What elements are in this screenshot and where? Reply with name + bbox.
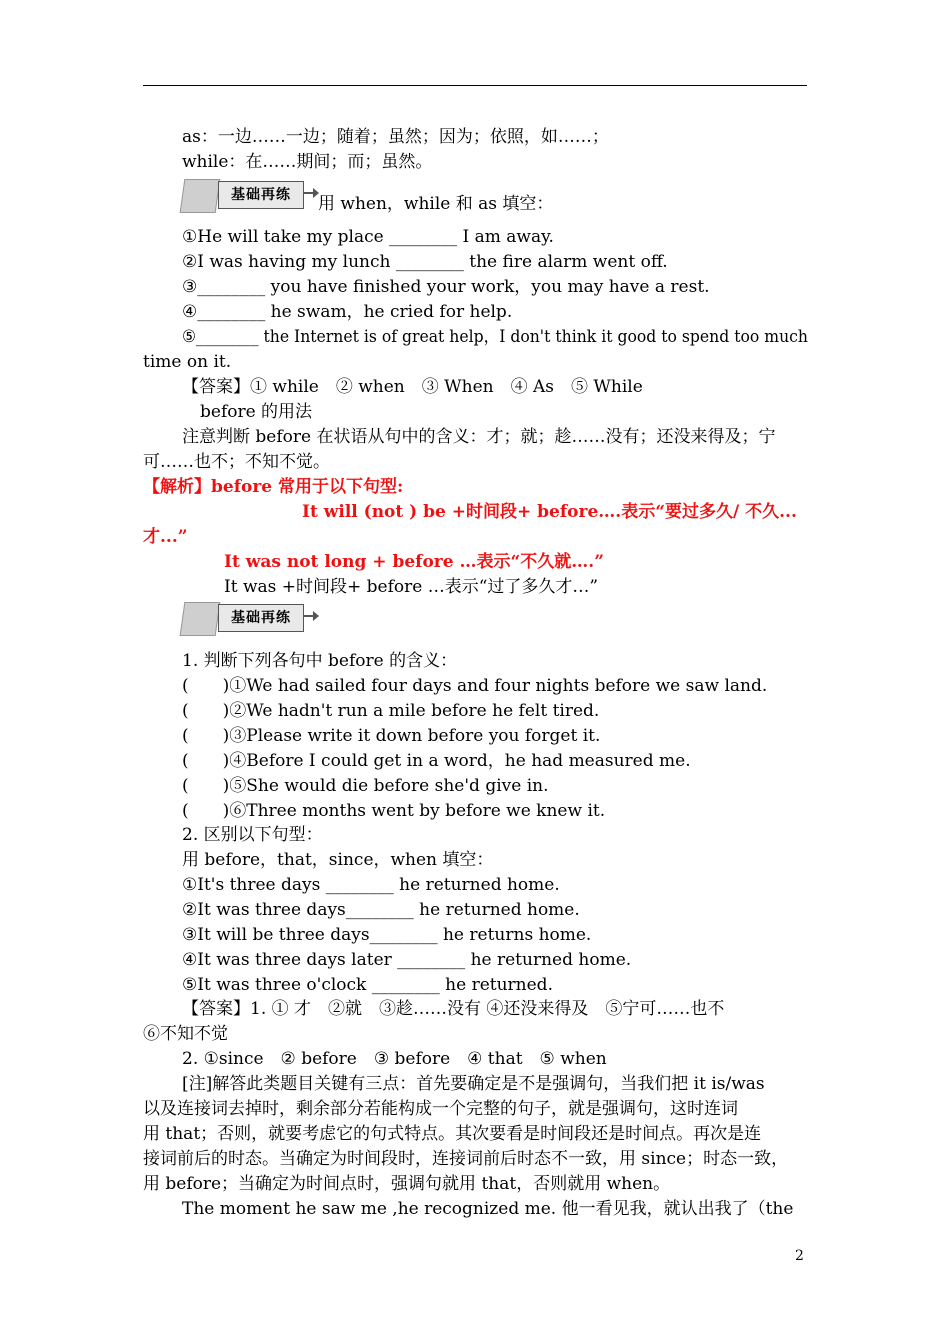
q2-item: ④It was three days later ________ he returned home. bbox=[182, 950, 632, 970]
q1-item: ( )③Please write it down before you forget it. bbox=[182, 726, 601, 746]
example-sentence: The moment he saw me ,he recognized me. 他一看见我，就认出我了（the bbox=[182, 1199, 794, 1219]
section-badge bbox=[182, 600, 320, 636]
note-line: 以及连接词去掉时，剩余部分若能构成一个完整的句子，就是强调句，这时连词 bbox=[143, 1099, 738, 1119]
note-line: 用 that；否则，就要考虑它的句式特点。其次要看是时间段还是时间点。再次是连 bbox=[143, 1124, 762, 1144]
q2-instruction: 用 before，that，since，when 填空： bbox=[182, 850, 494, 870]
pattern-3: It was +时间段+ before …表示“过了多久才…” bbox=[224, 577, 599, 597]
analysis-title: 【解析】before 常用于以下句型: bbox=[143, 477, 404, 497]
exercise1-item-cont: time on it. bbox=[143, 352, 232, 372]
q1-item: ( )②We hadn't run a mile before he felt tired. bbox=[182, 701, 600, 721]
exercise1-item: ②I was having my lunch ________ the fire alarm went off. bbox=[182, 252, 668, 272]
q2-item: ②It was three days________ he returned home. bbox=[182, 900, 580, 920]
q1-item: ( )⑥Three months went by before we knew it. bbox=[182, 801, 606, 821]
section-badge-label: 基础再练 bbox=[218, 181, 304, 209]
exercise1-item: ⑤________ the Internet is of great help，I don't think it good to spend too much bbox=[182, 327, 808, 347]
exercise1-item: ④________ he swam，he cried for help. bbox=[182, 302, 513, 322]
section-badge bbox=[182, 177, 320, 213]
exercise1-instruction: 用 when，while 和 as 填空： bbox=[318, 194, 554, 214]
intro-line-while: while：在……期间；而；虽然。 bbox=[182, 152, 433, 172]
exercise1-item: ①He will take my place ________ I am away. bbox=[182, 227, 554, 247]
intro-line-as: as：一边……一边；随着；虽然；因为；依照，如……； bbox=[182, 127, 609, 147]
exercise1-answer: 【答案】① while ② when ③ When ④ As ⑤ While bbox=[182, 377, 643, 397]
note-line: 用 before；当确定为时间点时，强调句就用 that，否则就用 when。 bbox=[143, 1174, 671, 1194]
before-note-line: 可……也不；不知不觉。 bbox=[143, 452, 330, 472]
page-number: 2 bbox=[795, 1248, 804, 1264]
exercise2-answer-2: 2. ①since ② before ③ before ④ that ⑤ when bbox=[182, 1049, 607, 1069]
section-badge-label: 基础再练 bbox=[218, 604, 304, 632]
exercise2-answer-cont: ⑥不知不觉 bbox=[143, 1024, 228, 1044]
q1-item: ( )⑤She would die before she'd give in. bbox=[182, 776, 549, 796]
before-usage-heading: before 的用法 bbox=[200, 402, 313, 422]
q2-item: ⑤It was three o'clock ________ he returned. bbox=[182, 975, 553, 995]
header-rule bbox=[143, 85, 807, 86]
arrow-icon bbox=[303, 192, 317, 194]
q1-item: ( )①We had sailed four days and four nights before we saw land. bbox=[182, 676, 768, 696]
exercise2-answer: 【答案】1. ① 才 ②就 ③趁……没有 ④还没来得及 ⑤宁可……也不 bbox=[182, 999, 725, 1019]
pattern-1-cont: 才...” bbox=[143, 527, 188, 547]
note-line: [注]解答此类题目关键有三点：首先要确定是不是强调句，当我们把 it is/was bbox=[182, 1074, 765, 1094]
q2-item: ③It will be three days________ he returns home. bbox=[182, 925, 592, 945]
arrow-icon bbox=[303, 615, 317, 617]
q2-item: ①It's three days ________ he returned home. bbox=[182, 875, 560, 895]
before-note-line: 注意判断 before 在状语从句中的含义：才；就；趁……没有；还没来得及；宁 bbox=[182, 427, 776, 447]
q1-title: 1. 判断下列各句中 before 的含义： bbox=[182, 651, 458, 671]
pattern-2: It was not long + before …表示“不久就….” bbox=[224, 552, 604, 572]
book-icon bbox=[180, 179, 221, 213]
q1-item: ( )④Before I could get in a word，he had measured me. bbox=[182, 751, 691, 771]
exercise1-item: ③________ you have finished your work，you may have a rest. bbox=[182, 277, 710, 297]
book-icon bbox=[180, 602, 221, 636]
note-line: 接词前后的时态。当确定为时间段时，连接词前后时态不一致，用 since；时态一致， bbox=[143, 1149, 789, 1169]
pattern-1: It will (not ) be +时间段+ before….表示“要过多久/ 不久... bbox=[302, 502, 797, 522]
q2-title: 2. 区别以下句型： bbox=[182, 825, 323, 845]
